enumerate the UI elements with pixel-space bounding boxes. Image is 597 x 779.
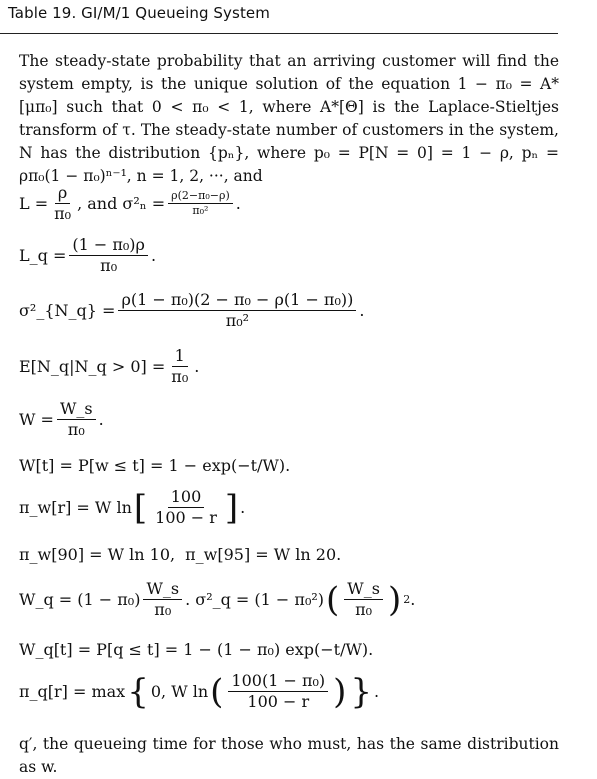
eq-ENq-denominator: π₀: [171, 367, 189, 386]
title-divider: [0, 33, 558, 34]
left-brace: {: [127, 671, 149, 712]
eq-Wq-end: .: [410, 590, 416, 609]
eq-sigmaN-numerator: ρ(2−π₀−ρ): [168, 190, 233, 204]
equation-W: [19, 400, 104, 439]
eq-W-denominator: π₀: [67, 420, 85, 439]
eq-piw-denominator: 100 − r: [155, 508, 217, 527]
eq-W-lhs: W =: [19, 410, 54, 429]
eq-sigmaN-fraction: [168, 190, 233, 217]
eq-piw-numerator: 100: [168, 488, 205, 508]
equation-Wt: [19, 456, 290, 475]
eq-piq-fraction: [228, 672, 328, 711]
eq-piw-end: .: [240, 498, 246, 517]
equation-Wq: [19, 580, 415, 619]
eq-Wq-lhs: W_q = (1 − π₀): [19, 590, 141, 609]
eq-Lq-end: .: [150, 246, 157, 265]
table-title: Table 19. GI/M/1 Queueing System: [8, 4, 270, 22]
eq-sigmaNq-denominator: π₀²: [225, 311, 250, 330]
eq-Wq-numerator: W_s: [143, 580, 182, 600]
equation-sigmaNq: [19, 291, 364, 330]
eq-ENq-fraction: [168, 347, 191, 386]
intro-paragraph: The steady-state probability that an arriving customer will find the system empty, is the unique solution of the equation 1 − π₀ = A*[μπ₀] such that 0 < π₀ < 1, where A*[Θ] is the Laplace-Stieltjes transform of τ. The steady-state number of customers in the system, N has the distribution {pₙ}, where p₀ = P[N = 0] = 1 − ρ, pₙ = ρπ₀(1 − π₀)ⁿ⁻¹, n = 1, 2, ···, and: [19, 52, 559, 185]
eq-ENq-end: .: [194, 357, 200, 376]
right-bracket: ]: [224, 487, 239, 528]
equation-ENq: [19, 347, 199, 386]
eq-sigmaq-exponent: 2: [403, 593, 411, 606]
eq-L-end: .: [235, 194, 241, 213]
eq-L-numerator: ρ: [55, 184, 70, 204]
eq-L-lhs: L =: [19, 194, 49, 213]
eq-sigmaNq-numerator: ρ(1 − π₀)(2 − π₀ − ρ(1 − π₀)): [118, 291, 356, 311]
eq-piw-fraction: [152, 488, 220, 527]
eq-L-mid: , and σ²ₙ =: [77, 194, 166, 213]
eq-Lq-fraction: [69, 236, 148, 275]
equation-L: [19, 184, 241, 223]
eq-Wq-fraction: [143, 580, 182, 619]
eq-sigmaq-fraction: [344, 580, 383, 619]
equation-piw-values: [19, 545, 341, 564]
left-bracket: [: [133, 487, 148, 528]
right-paren: ): [387, 579, 402, 620]
left-paren: (: [326, 579, 340, 620]
equation-Lq: [19, 236, 156, 275]
equation-piq: [19, 672, 379, 711]
eq-W-end: .: [98, 410, 104, 429]
eq-piw-lhs: π_w[r] = W ln: [19, 498, 132, 517]
right-brace: }: [350, 671, 373, 712]
eq-Wt-text: W[t] = P[w ≤ t] = 1 − exp(−t/W).: [19, 456, 291, 475]
eq-ENq-lhs: E[N_q|N_q > 0] =: [19, 357, 166, 376]
eq-Lq-lhs: L_q =: [19, 246, 67, 265]
outro-paragraph: q′, the queueing time for those who must, has the same distribution as w.: [19, 735, 559, 776]
eq-Wq-mid: . σ²_q = (1 − π₀²): [185, 590, 325, 609]
left-paren-piq: (: [210, 671, 224, 712]
eq-Wqt-text: W_q[t] = P[q ≤ t] = 1 − (1 − π₀) exp(−t/W).: [19, 640, 374, 659]
eq-Lq-denominator: π₀: [100, 256, 118, 275]
eq-Lq-numerator: (1 − π₀)ρ: [69, 236, 148, 256]
equation-piw: [19, 488, 245, 527]
eq-ENq-numerator: 1: [172, 347, 188, 367]
eq-sigmaNq-end: .: [359, 301, 365, 320]
eq-sigmaNq-fraction: [118, 291, 356, 330]
equation-Wqt: [19, 640, 373, 659]
eq-piq-inner: 0, W ln: [150, 682, 209, 701]
eq-sigmaq-denominator: π₀: [355, 600, 373, 619]
eq-sigmaNq-lhs: σ²_{N_q} =: [19, 301, 116, 320]
eq-Wq-denominator: π₀: [154, 600, 172, 619]
right-paren-piq: ): [333, 671, 347, 712]
eq-piq-numerator: 100(1 − π₀): [228, 672, 328, 692]
eq-W-fraction: [57, 400, 96, 439]
eq-sigmaq-numerator: W_s: [344, 580, 383, 600]
eq-sigmaN-denominator: π₀²: [192, 204, 209, 217]
eq-L-fraction: [51, 184, 74, 223]
eq-L-denominator: π₀: [54, 204, 72, 223]
eq-piw90: π_w[90] = W ln 10,: [19, 545, 176, 564]
eq-piq-end: .: [374, 682, 380, 701]
eq-piw95: π_w[95] = W ln 20.: [185, 545, 342, 564]
eq-piq-denominator: 100 − r: [247, 692, 310, 711]
eq-piq-lhs: π_q[r] = max: [19, 682, 126, 701]
eq-W-numerator: W_s: [57, 400, 96, 420]
